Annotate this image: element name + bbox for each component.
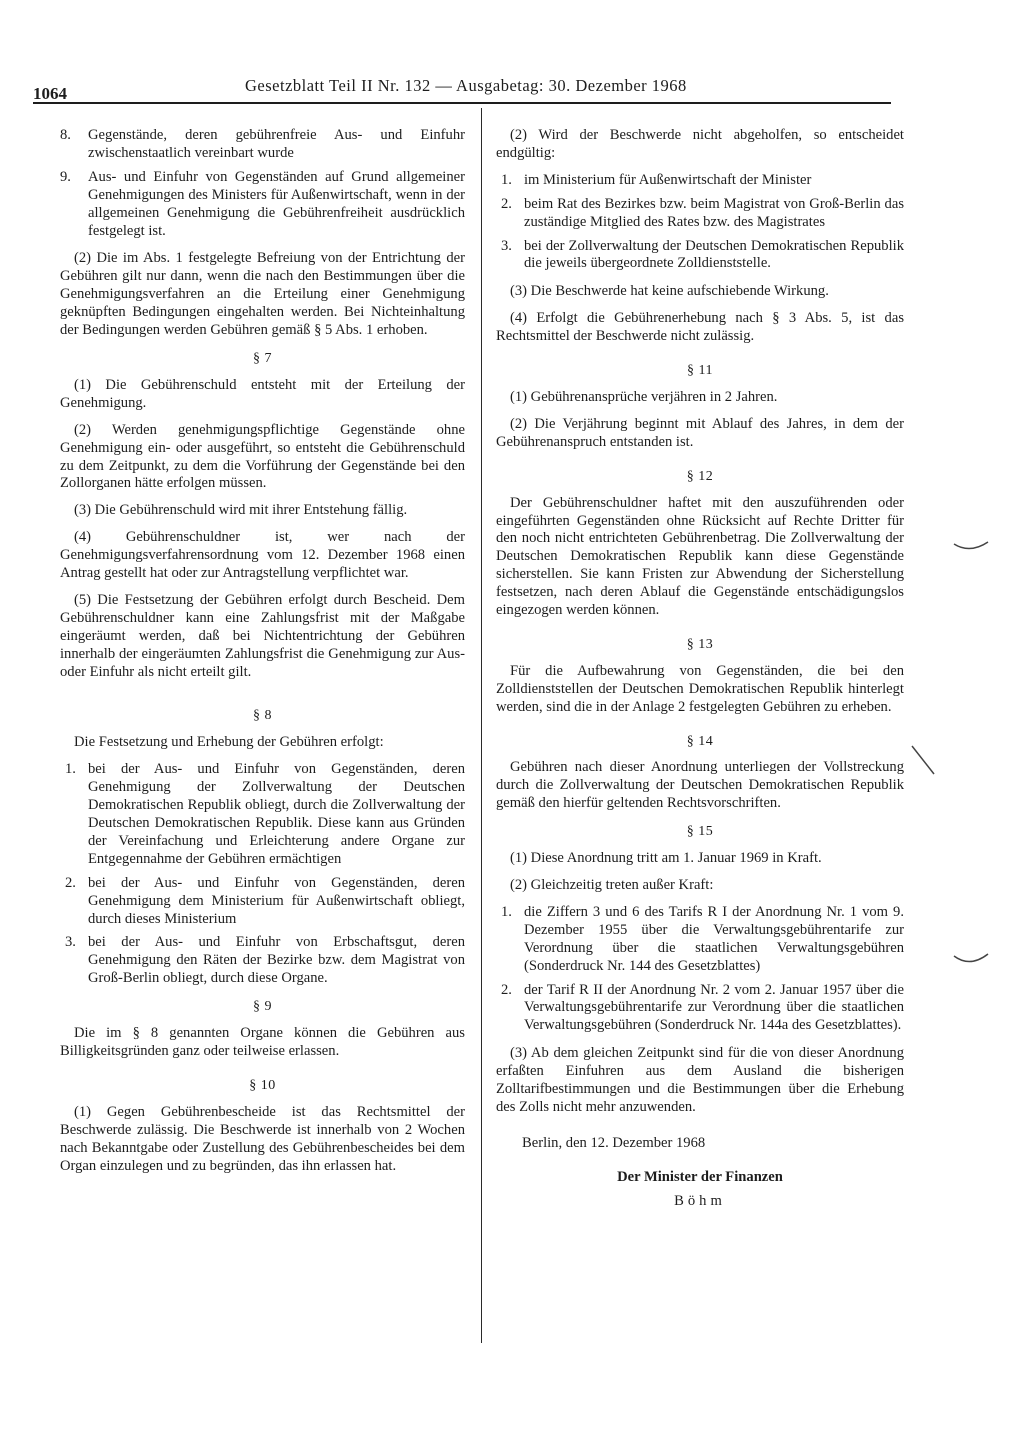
list-item: [60, 169, 465, 241]
list-item: [496, 982, 904, 1036]
list-number: 2.: [501, 981, 512, 998]
list-text: der Tarif R II der Anordnung Nr. 2 vom 2. Januar 1957 über die Verwaltungsgebührentarife zur Verordnung über die staatlichen Verwaltungsgebühren (Sonderdruck Nr. 144a des Gesetzblattes).: [524, 981, 904, 1034]
list-text: bei der Zollverwaltung der Deutschen Demokratischen Republik die jeweils übergeordnete Zolldienststelle.: [524, 237, 904, 272]
section-heading-11: § 11: [687, 363, 713, 379]
paragraph: (1) Gegen Gebührenbescheide ist das Rechtsmittel der Beschwerde zulässig. Die Beschwerde ist innerhalb von 2 Wochen nach Bekanntgabe oder Zustellung des Gebührenbescheides bei dem Organ einzulegen und zu begründen, das ihn erlassen hat.: [60, 1103, 465, 1174]
list-item: [60, 875, 465, 929]
page-number: 1064: [33, 84, 67, 103]
margin-mark: [908, 742, 938, 778]
signature: Böhm: [674, 1192, 726, 1209]
paragraph: (1) Diese Anordnung tritt am 1. Januar 1969 in Kraft.: [510, 850, 822, 867]
section-heading-15: § 15: [686, 824, 714, 840]
list-text: bei der Aus- und Einfuhr von Gegenständen, deren Genehmigung dem Ministerium für Außenwirtschaft obliegt, durch dieses Ministerium: [88, 874, 465, 927]
list-item: [496, 172, 904, 190]
margin-mark: [952, 536, 992, 558]
list-number: 1.: [501, 171, 512, 188]
right-column: [496, 127, 904, 1211]
section-heading-10: § 10: [249, 1077, 276, 1093]
list-text: beim Rat des Bezirkes bzw. beim Magistrat von Groß-Berlin das zuständige Mitglied des Rates bzw. des Magistrates: [524, 195, 904, 230]
paragraph: (3) Ab dem gleichen Zeitpunkt sind für die von dieser Anordnung erfaßten Einfuhren aus dem Ausland die bisherigen Zolltarifbestimmungen und die Bestimmungen über die Erhebung des Zolls nicht mehr anzuwenden.: [496, 1045, 904, 1115]
list-item: [496, 238, 904, 274]
paragraph: Die Festsetzung und Erhebung der Gebühren erfolgt:: [74, 734, 384, 751]
list-text: bei der Aus- und Einfuhr von Erbschaftsgut, deren Genehmigung den Räten der Bezirke bzw. dem Magistrat von Groß-Berlin obliegt, durch diese Organe.: [88, 934, 465, 987]
minister-title: Der Minister der Finanzen: [617, 1168, 783, 1185]
paragraph: (1) Die Gebührenschuld entsteht mit der Erteilung der Genehmigung.: [60, 376, 465, 411]
section-heading-13: § 13: [686, 636, 714, 652]
list-number: 9.: [60, 168, 71, 185]
paragraph: Gebühren nach dieser Anordnung unterliegen der Vollstreckung durch die Zollverwaltung der Deutschen Demokratischen Republik gemäß den hierfür geltenden Rechtsvorschriften.: [496, 759, 904, 812]
section-heading-12: § 12: [686, 468, 714, 484]
running-title: Gesetzblatt Teil II Nr. 132 — Ausgabetag: 30. Dezember 1968: [245, 76, 687, 95]
list-number: 3.: [501, 237, 512, 254]
list-number: 8.: [60, 127, 71, 143]
list-text: die Ziffern 3 und 6 des Tarifs R I der Anordnung Nr. 1 vom 9. Dezember 1955 über die Verwaltungsgebührentarife zur Verordnung über die staatlichen Verwaltungsgebühren (Sonderdruck Nr. 144 des Gesetzblattes): [524, 903, 904, 974]
paragraph: Die im § 8 genannten Organe können die Gebühren aus Billigkeitsgründen ganz oder teilweise erlassen.: [60, 1025, 465, 1059]
page-header: [33, 76, 891, 104]
list-item: [496, 904, 904, 976]
list-number: 2.: [501, 195, 512, 212]
list-text: bei der Aus- und Einfuhr von Gegenständen, deren Genehmigung der Zollverwaltung der Deutschen Demokratischen Republik obliegt, durch die Zollverwaltung der Deutschen Demokratischen Republik. Diese kann aus Gründen der Vereinfachung und Erleichterung andere Organe zur Entgegennahme der Gebühren ermächtigen: [88, 761, 465, 867]
margin-mark: [952, 950, 992, 972]
section-heading-7: § 7: [253, 350, 272, 366]
paragraph: (5) Die Festsetzung der Gebühren erfolgt durch Bescheid. Dem Gebührenschuldner kann eine Zahlungsfrist mit der Maßgabe eingeräumt werden, daß bei Nichtentrichtung der Gebühren innerhalb der eingeräumten Zahlungsfrist die Genehmigung zur Aus- oder Einfuhr als nicht erteilt gilt.: [60, 591, 465, 680]
left-column: [60, 127, 465, 1184]
paragraph: (2) Wird der Beschwerde nicht abgeholfen, so entscheidet endgültig:: [496, 127, 904, 161]
list-item: [60, 127, 465, 163]
paragraph: (2) Werden genehmigungspflichtige Gegenstände ohne Genehmigung ein- oder ausgeführt, so entsteht die Gebührenschuld zu dem Zeitpunkt, zu dem die Vorführung der Gegenstände bei den Zollorganen hätte erfolgen müssen.: [60, 421, 465, 492]
place-date: Berlin, den 12. Dezember 1968: [522, 1134, 706, 1151]
list-number: 1.: [65, 761, 76, 778]
list-number: 3.: [65, 934, 76, 951]
paragraph: (2) Gleichzeitig treten außer Kraft:: [510, 877, 714, 893]
paragraph: Für die Aufbewahrung von Gegenständen, die bei den Zolldienststellen der Deutschen Demokratischen Republik hinterlegt werden, sind die in der Anlage 2 festgelegten Gebühren zu erheben.: [496, 662, 904, 715]
paragraph: (2) Die Verjährung beginnt mit Ablauf des Jahres, in dem der Gebührenanspruch entstanden ist.: [496, 415, 904, 450]
section-heading-14: § 14: [686, 733, 714, 749]
section-heading-9: § 9: [253, 999, 272, 1015]
list-text: Gegenstände, deren gebührenfreie Aus- und Einfuhr zwischenstaatlich vereinbart wurde: [88, 127, 465, 161]
paragraph: (4) Erfolgt die Gebührenerhebung nach § 3 Abs. 5, ist das Rechtsmittel der Beschwerde nicht zulässig.: [496, 310, 904, 345]
list-text: im Ministerium für Außenwirtschaft der Minister: [524, 171, 812, 188]
paragraph: Der Gebührenschuldner haftet mit den auszuführenden oder eingeführten Gegenständen ohne Rücksicht auf Rechte Dritter für den noch nicht entrichteten Gebührenbetrag. Die Zollverwaltung der Deutschen Demokratischen Republik kann diese Gegenstände sicherstellen. Sie kann Fristen zur Abwendung der Sicherstellung festsetzen, nach deren Ablauf die Gegenstände entschädigungslos eingezogen werden können.: [496, 494, 904, 619]
list-number: 2.: [65, 874, 76, 891]
list-item: [60, 934, 465, 988]
list-item: [60, 761, 465, 868]
paragraph: (3) Die Gebührenschuld wird mit ihrer Entstehung fällig.: [74, 502, 408, 519]
list-number: 1.: [501, 903, 512, 920]
section-heading-8: § 8: [253, 708, 272, 724]
column-divider: [481, 108, 482, 1343]
list-item: [496, 196, 904, 232]
paragraph: (3) Die Beschwerde hat keine aufschiebende Wirkung.: [510, 283, 829, 300]
paragraph: (1) Gebührenansprüche verjähren in 2 Jahren.: [510, 388, 778, 405]
list-text: Aus- und Einfuhr von Gegenständen auf Grund allgemeiner Genehmigungen des Ministers für Außenwirtschaft, wenn in der allgemeinen Genehmigung die Gebührenfreiheit ausdrücklich festgelegt ist.: [88, 168, 465, 239]
paragraph: (2) Die im Abs. 1 festgelegte Befreiung von der Entrichtung der Gebühren gilt nur dann, wenn die nach den Bestimmungen über die Genehmigungsverfahren an die Erteilung einer Genehmigung geknüpften Bedingungen eingehalten werden. Bei Nichteinhaltung der Bedingungen werden Gebühren gemäß § 5 Abs. 1 erhoben.: [60, 250, 465, 339]
paragraph: (4) Gebührenschuldner ist, wer nach der Genehmigungsverfahrensordnung vom 12. Dezember 1968 einen Antrag gestellt hat oder zur Antragstellung verpflichtet war.: [60, 529, 465, 582]
